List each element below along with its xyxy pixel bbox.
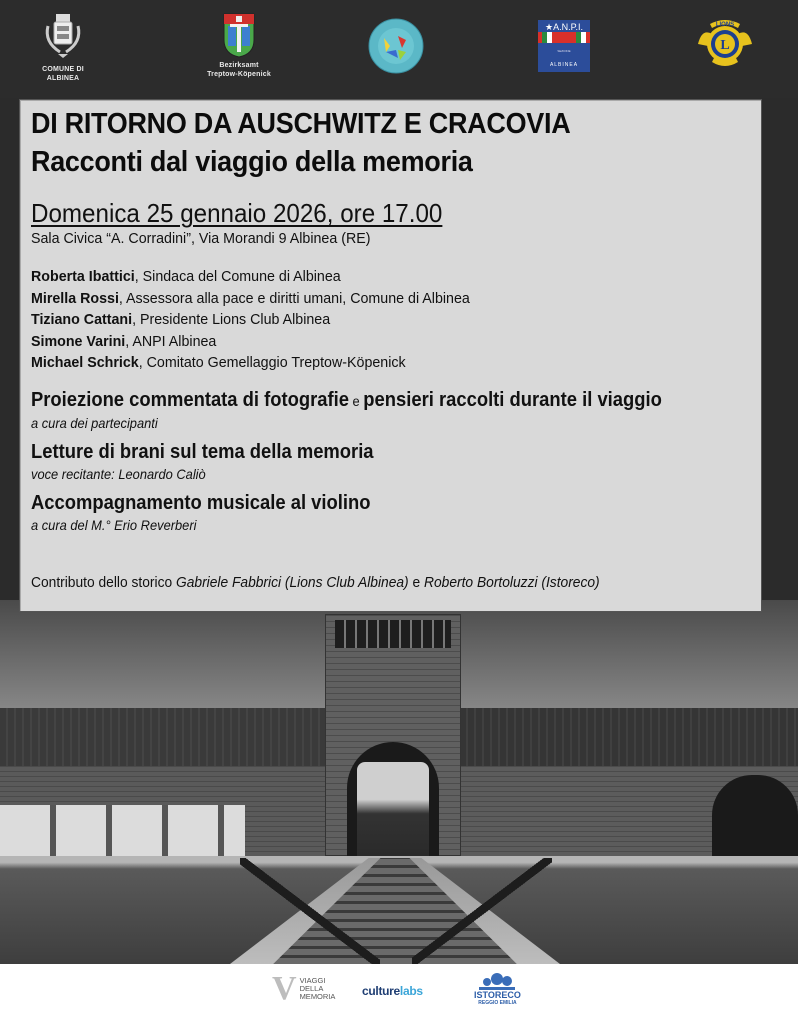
event-info-panel — [19, 99, 762, 612]
logo-text-line: MEMORIA — [299, 992, 336, 1001]
svg-text:SEZIONE: SEZIONE — [557, 49, 571, 53]
logo-text — [300, 977, 336, 1001]
event-date: Domenica 25 gennaio 2026, ore 17.00 — [31, 198, 443, 228]
logo-lions-club — [694, 16, 756, 72]
contribution-conjunction: e — [408, 574, 425, 591]
program-item — [31, 387, 717, 432]
program-conjunction: e — [348, 393, 364, 409]
svg-text:★A.N.P.I.: ★A.N.P.I. — [545, 22, 583, 32]
logo-text-line: REGGIO EMILIA — [478, 1000, 517, 1006]
footer-sponsor-strip — [0, 964, 798, 1024]
speaker-role: , Comitato Gemellaggio Treptow-Köpenick — [138, 354, 406, 371]
wordmark-part: labs — [399, 984, 423, 998]
v-mark-icon: V — [272, 970, 297, 1007]
hands-circle-icon — [368, 18, 424, 74]
anpi-badge-icon — [538, 20, 590, 72]
program-title: Letture di brani sul tema della memoria — [31, 441, 374, 463]
speaker-role: , Assessora alla pace e diritti umani, Comune di Albinea — [118, 289, 470, 307]
header-logo-strip — [0, 0, 798, 98]
program-credit: a cura dei partecipanti — [31, 415, 158, 431]
speaker-name: Simone Varini — [31, 332, 126, 350]
speaker-item — [31, 309, 470, 331]
program-item — [31, 490, 717, 534]
logo-viaggi-della-memoria — [272, 972, 335, 1006]
coat-of-arms-icon — [222, 12, 256, 58]
program-title-part: Proiezione commentata di fotografie — [31, 389, 349, 411]
speaker-role: , Presidente Lions Club Albinea — [132, 311, 331, 328]
program-title-part: pensieri raccolti durante il viaggio — [363, 389, 662, 411]
logo-comitato-gemellaggio — [367, 18, 425, 74]
program-credit: voce recitante: Leonardo Caliò — [31, 466, 206, 482]
logo-text-line: ISTORECO — [474, 990, 521, 1000]
speaker-item — [31, 288, 470, 310]
logo-caption-line2: Treptow-Köpenick — [207, 71, 271, 78]
svg-text:L: L — [720, 38, 730, 53]
logo-culturelabs — [362, 978, 423, 998]
logo-text-line: DELLA — [299, 984, 324, 993]
speaker-name: Michael Schrick — [31, 354, 139, 371]
program-title — [31, 387, 662, 414]
event-venue: Sala Civica “A. Corradini”, Via Morandi 9 Albinea (RE) — [31, 230, 371, 247]
logo-text-line: VIAGGI — [299, 976, 326, 985]
event-subtitle: Racconti dal viaggio della memoria — [31, 146, 473, 178]
speaker-name: Mirella Rossi — [31, 289, 119, 307]
program-title: Accompagnamento musicale al violino — [31, 492, 371, 514]
wordmark-part: culture — [362, 984, 400, 998]
program-credit: a cura del M.° Erio Reverberi — [31, 517, 197, 533]
speaker-role: , Sindaca del Comune di Albinea — [134, 268, 341, 285]
svg-text:ALBINEA: ALBINEA — [549, 62, 579, 68]
speaker-name: Roberta Ibattici — [31, 268, 135, 285]
event-title: DI RITORNO DA AUSCHWITZ E CRACOVIA — [31, 108, 571, 140]
svg-text:LIONS: LIONS — [715, 22, 735, 28]
program-item — [31, 439, 717, 483]
contributor-name: Gabriele Fabbrici (Lions Club Albinea) — [175, 574, 409, 591]
logo-comune-albinea — [28, 12, 98, 83]
crest-icon — [40, 12, 86, 62]
logo-istoreco — [474, 972, 521, 1006]
speaker-item — [31, 266, 470, 288]
logo-caption-line1: Bezirksamt — [219, 62, 259, 69]
speaker-item — [31, 331, 470, 353]
logo-anpi — [538, 20, 590, 72]
trees-icon — [479, 972, 515, 990]
program-list — [31, 387, 717, 541]
logo-wordmark — [362, 984, 423, 998]
contributor-name: Roberto Bortoluzzi (Istoreco) — [424, 574, 600, 591]
auschwitz-gate-photo — [0, 600, 798, 964]
speaker-name: Tiziano Cattani — [31, 311, 133, 328]
speaker-list — [31, 266, 493, 374]
logo-bezirksamt — [200, 12, 278, 79]
historian-contribution — [31, 574, 600, 591]
speaker-item — [31, 352, 470, 374]
contribution-prefix: Contributo dello storico — [31, 574, 176, 591]
logo-caption: COMUNE DI ALBINEA — [42, 66, 84, 82]
speaker-role: , ANPI Albinea — [125, 332, 217, 350]
lions-emblem-icon — [694, 16, 756, 72]
